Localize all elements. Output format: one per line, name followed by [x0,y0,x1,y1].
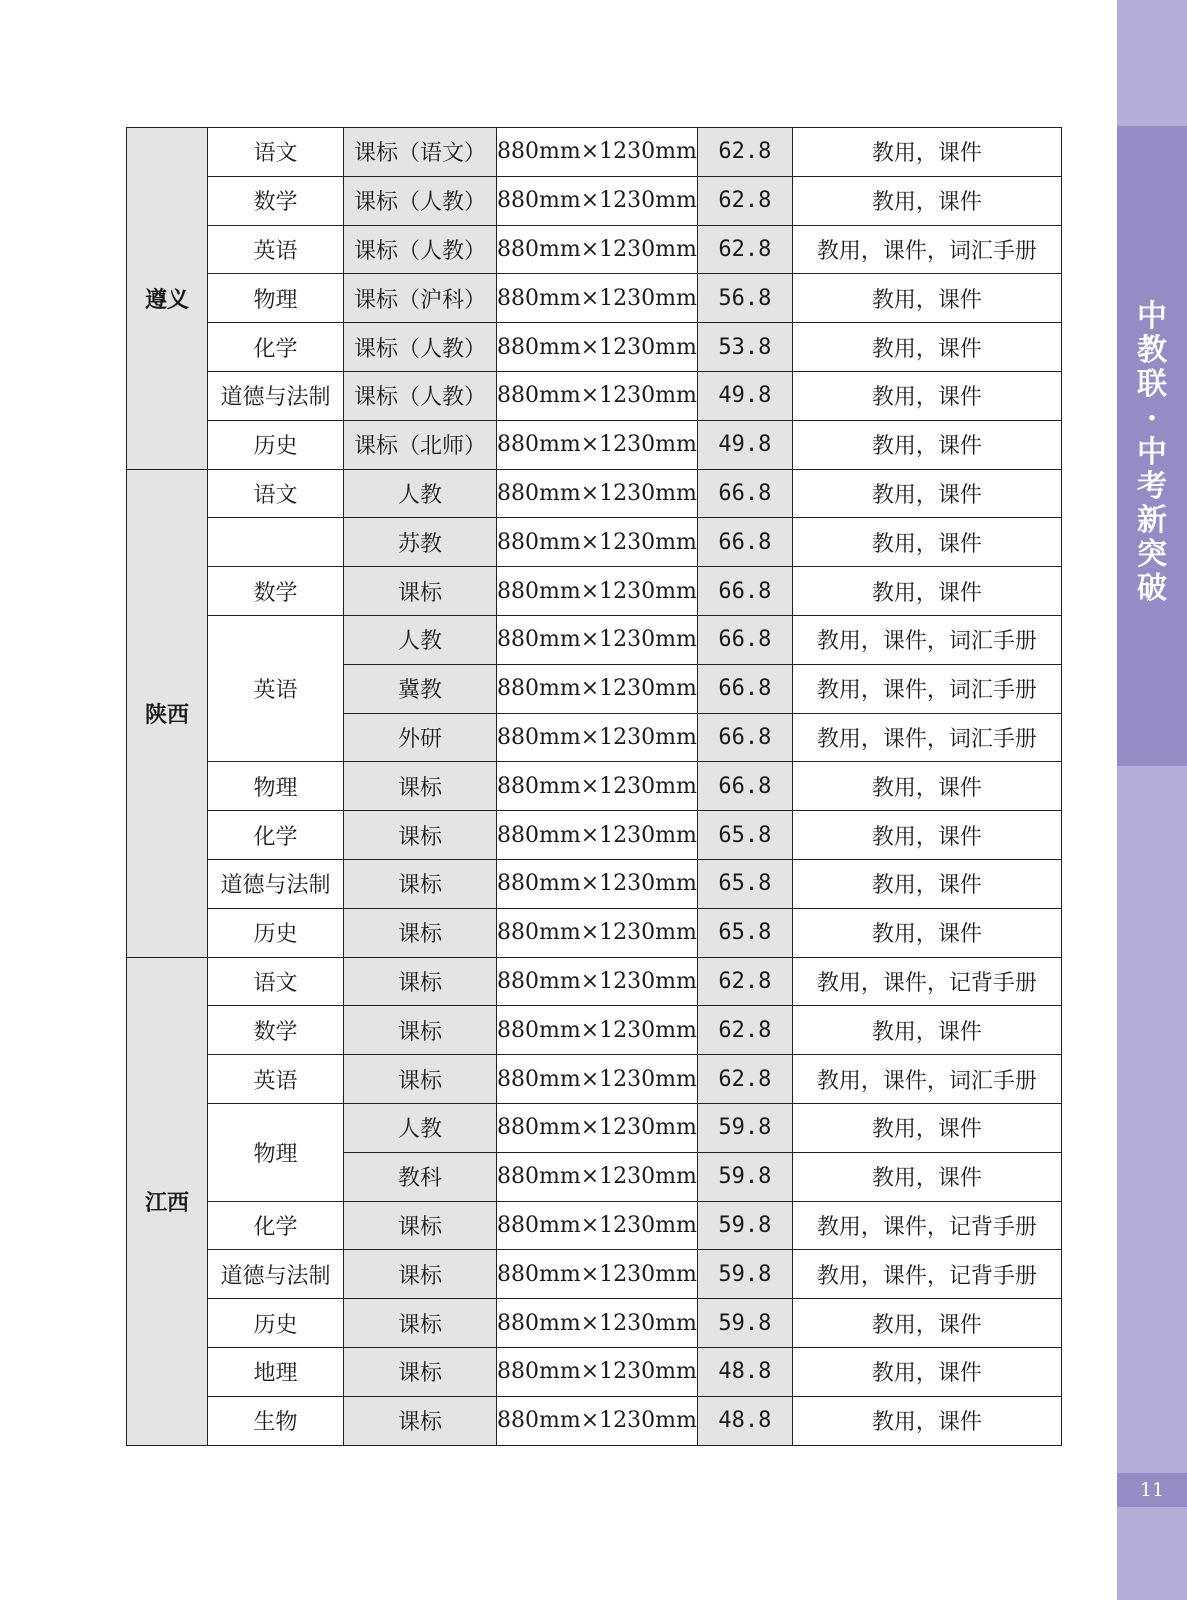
table-row [127,323,1062,372]
table-row [127,567,1062,616]
size-cell: 880mm×1230mm [497,1299,698,1348]
table-row [127,957,1062,1006]
price-cell: 62.8 [697,176,792,225]
price-cell: 66.8 [697,713,792,762]
components-cell: 教用，课件 [792,1152,1061,1201]
size-cell: 880mm×1230mm [497,225,698,274]
table-row [127,1396,1062,1445]
components-cell: 教用，课件 [792,1299,1061,1348]
components-cell: 教用，课件，词汇手册 [792,664,1061,713]
components-cell: 教用，课件 [792,1347,1061,1396]
table-row [127,762,1062,811]
price-cell: 62.8 [697,225,792,274]
subject-cell: 数学 [208,1006,344,1055]
edition-cell: 课标 [344,762,497,811]
components-cell: 教用，课件，词汇手册 [792,225,1061,274]
price-cell: 65.8 [697,859,792,908]
table-row [127,859,1062,908]
table-row [127,1299,1062,1348]
edition-cell: 课标（语文） [344,128,497,177]
price-cell: 62.8 [697,1006,792,1055]
size-cell: 880mm×1230mm [497,1055,698,1104]
components-cell: 教用，课件，记背手册 [792,1250,1061,1299]
side-title-char: 新 [1137,503,1167,538]
price-cell: 49.8 [697,420,792,469]
size-cell: 880mm×1230mm [497,469,698,518]
price-cell: 59.8 [697,1152,792,1201]
table-row [127,1006,1062,1055]
size-cell: 880mm×1230mm [497,128,698,177]
page-number: 11 [1117,1473,1187,1507]
edition-cell: 课标 [344,1299,497,1348]
price-cell: 48.8 [697,1347,792,1396]
edition-cell: 冀教 [344,664,497,713]
price-cell: 59.8 [697,1201,792,1250]
subject-cell: 历史 [208,1299,344,1348]
table-row [127,1250,1062,1299]
components-cell: 教用，课件 [792,859,1061,908]
subject-cell: 物理 [208,1103,344,1201]
price-cell: 59.8 [697,1103,792,1152]
price-cell: 66.8 [697,615,792,664]
edition-cell: 人教 [344,615,497,664]
edition-cell: 教科 [344,1152,497,1201]
subject-cell: 语文 [208,469,344,518]
side-band-top [1117,0,1187,126]
components-cell: 教用，课件 [792,518,1061,567]
price-cell: 62.8 [697,128,792,177]
subject-cell: 历史 [208,908,344,957]
edition-cell: 课标 [344,1201,497,1250]
table-row [127,225,1062,274]
subject-cell: 英语 [208,615,344,761]
components-cell: 教用，课件 [792,762,1061,811]
side-title-char: · [1146,401,1158,436]
region-cell: 遵义 [127,128,208,470]
subject-cell: 语文 [208,128,344,177]
components-cell: 教用，课件 [792,274,1061,323]
size-cell: 880mm×1230mm [497,371,698,420]
size-cell: 880mm×1230mm [497,615,698,664]
edition-cell: 课标 [344,957,497,1006]
subject-cell: 道德与法制 [208,371,344,420]
components-cell: 教用，课件，词汇手册 [792,1055,1061,1104]
components-cell: 教用，课件 [792,176,1061,225]
price-cell: 66.8 [697,664,792,713]
table-row [127,615,1062,664]
edition-cell: 课标 [344,1396,497,1445]
price-cell: 48.8 [697,1396,792,1445]
subject-cell: 数学 [208,567,344,616]
subject-cell: 英语 [208,1055,344,1104]
table-row [127,469,1062,518]
components-cell: 教用，课件，词汇手册 [792,615,1061,664]
price-cell: 66.8 [697,762,792,811]
table-row [127,176,1062,225]
components-cell: 教用，课件 [792,371,1061,420]
components-cell: 教用，课件 [792,567,1061,616]
components-cell: 教用，课件，记背手册 [792,957,1061,1006]
subject-cell: 道德与法制 [208,859,344,908]
table-row [127,1201,1062,1250]
table-row [127,371,1062,420]
price-cell: 49.8 [697,371,792,420]
subject-cell: 物理 [208,274,344,323]
price-cell: 56.8 [697,274,792,323]
price-cell: 53.8 [697,323,792,372]
side-title [1117,300,1187,606]
price-cell: 59.8 [697,1250,792,1299]
region-cell: 江西 [127,957,208,1445]
size-cell: 880mm×1230mm [497,957,698,1006]
components-cell: 教用，课件 [792,469,1061,518]
table-row [127,518,1062,567]
size-cell: 880mm×1230mm [497,176,698,225]
edition-cell: 人教 [344,1103,497,1152]
components-cell: 教用，课件 [792,420,1061,469]
components-cell: 教用，课件，记背手册 [792,1201,1061,1250]
side-title-char: 中 [1137,435,1167,470]
edition-cell: 课标 [344,1347,497,1396]
edition-cell: 课标 [344,859,497,908]
subject-cell: 历史 [208,420,344,469]
table-row [127,811,1062,860]
size-cell: 880mm×1230mm [497,518,698,567]
size-cell: 880mm×1230mm [497,274,698,323]
components-cell: 教用，课件 [792,908,1061,957]
price-table [126,127,1062,1446]
subject-cell: 物理 [208,762,344,811]
region-cell: 陕西 [127,469,208,957]
table-row [127,1055,1062,1104]
edition-cell: 外研 [344,713,497,762]
size-cell: 880mm×1230mm [497,323,698,372]
edition-cell: 课标（人教） [344,225,497,274]
size-cell: 880mm×1230mm [497,664,698,713]
size-cell: 880mm×1230mm [497,1006,698,1055]
side-title-char: 破 [1137,571,1167,606]
edition-cell: 苏教 [344,518,497,567]
subject-cell: 数学 [208,176,344,225]
side-title-char: 教 [1137,333,1167,368]
edition-cell: 课标 [344,567,497,616]
edition-cell: 课标（人教） [344,176,497,225]
edition-cell: 课标 [344,811,497,860]
table-row [127,420,1062,469]
size-cell: 880mm×1230mm [497,1396,698,1445]
subject-cell: 英语 [208,225,344,274]
table-row [127,274,1062,323]
subject-cell: 道德与法制 [208,1250,344,1299]
components-cell: 教用，课件 [792,1006,1061,1055]
components-cell: 教用，课件 [792,323,1061,372]
size-cell: 880mm×1230mm [497,1250,698,1299]
components-cell: 教用，课件，词汇手册 [792,713,1061,762]
table-row [127,1103,1062,1152]
price-cell: 66.8 [697,567,792,616]
edition-cell: 课标（沪科） [344,274,497,323]
size-cell: 880mm×1230mm [497,762,698,811]
size-cell: 880mm×1230mm [497,1103,698,1152]
components-cell: 教用，课件 [792,1103,1061,1152]
components-cell: 教用，课件 [792,128,1061,177]
side-title-char: 中 [1137,299,1167,334]
edition-cell: 课标（北师） [344,420,497,469]
subject-cell: 化学 [208,323,344,372]
price-cell: 59.8 [697,1299,792,1348]
price-cell: 62.8 [697,1055,792,1104]
size-cell: 880mm×1230mm [497,420,698,469]
edition-cell: 课标 [344,1250,497,1299]
size-cell: 880mm×1230mm [497,908,698,957]
subject-cell: 化学 [208,1201,344,1250]
subject-cell [208,518,344,567]
size-cell: 880mm×1230mm [497,713,698,762]
edition-cell: 人教 [344,469,497,518]
side-title-char: 考 [1137,469,1167,504]
price-cell: 66.8 [697,518,792,567]
size-cell: 880mm×1230mm [497,1152,698,1201]
size-cell: 880mm×1230mm [497,1347,698,1396]
size-cell: 880mm×1230mm [497,1201,698,1250]
subject-cell: 生物 [208,1396,344,1445]
size-cell: 880mm×1230mm [497,859,698,908]
table-row [127,128,1062,177]
edition-cell: 课标 [344,1055,497,1104]
side-title-char: 突 [1137,537,1167,572]
components-cell: 教用，课件 [792,1396,1061,1445]
price-cell: 62.8 [697,957,792,1006]
edition-cell: 课标（人教） [344,323,497,372]
subject-cell: 语文 [208,957,344,1006]
price-cell: 65.8 [697,908,792,957]
edition-cell: 课标 [344,1006,497,1055]
table-row [127,1347,1062,1396]
table-row [127,908,1062,957]
subject-cell: 地理 [208,1347,344,1396]
price-cell: 66.8 [697,469,792,518]
edition-cell: 课标 [344,908,497,957]
subject-cell: 化学 [208,811,344,860]
edition-cell: 课标（人教） [344,371,497,420]
size-cell: 880mm×1230mm [497,567,698,616]
size-cell: 880mm×1230mm [497,811,698,860]
price-cell: 65.8 [697,811,792,860]
side-title-char: 联 [1137,367,1167,402]
components-cell: 教用，课件 [792,811,1061,860]
